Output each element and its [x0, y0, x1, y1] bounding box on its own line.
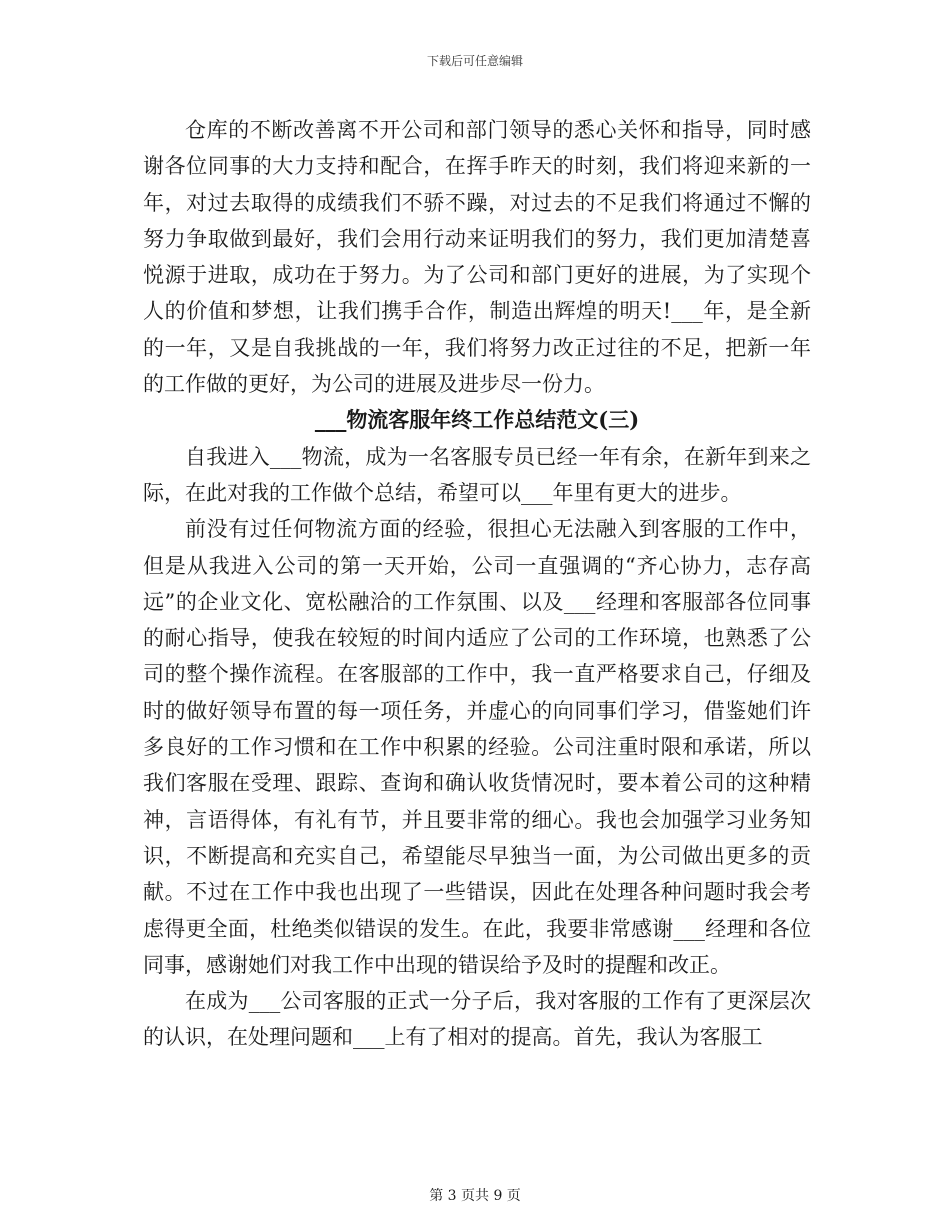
intro-paragraph: 仓库的不断改善离不开公司和部门领导的悉心关怀和指导，同时感谢各位同事的大力支持和配合，在挥手昨天的时刻，我们将迎来新的一年，对过去取得的成绩我们不骄不躁，对过去的不足我们将通过不懈的努力争取做到最好，我们会用行动来证明我们的努力，我们更加清楚喜悦源于进取，成功在于努力。为了公司和部门更好的进展，为了实现个人的价值和梦想，让我们携手合作，制造出辉煌的明天!___年，是全新的一年，又是自我挑战的一年，我们将努力改正过往的不足，把新一年的工作做的更好，为公司的进展及进步尽一份力。 — [143, 118, 811, 397]
page-header-note: 下载后可任意编辑 — [426, 54, 523, 68]
document-body — [143, 112, 811, 1056]
page-number: 第 3 页共 9 页 — [429, 1188, 521, 1204]
section-title: ___物流客服年终工作总结范文(三) — [314, 407, 640, 433]
paragraph-2: 前没有过任何物流方面的经验，很担心无法融入到客服的工作中，但是从我进入公司的第一天开始，公司一直强调的“齐心协力，志存高远”的企业文化、宽松融洽的工作氛围、以及___经理和客服部各位同事的耐心指导，使我在较短的时间内适应了公司的工作环境，也熟悉了公司的整个操作流程。在客服部的工作中，我一直严格要求自己，仔细及时的做好领导布置的每一项任务，并虚心的向同事们学习，借鉴她们许多良好的工作习惯和在工作中积累的经验。公司注重时限和承诺，所以我们客服在受理、跟踪、查询和确认收货情况时，要本着公司的这种精神，言语得体，有礼有节，并且要非常的细心。我也会加强学习业务知识，不断提高和充实自己，希望能尽早独当一面，为公司做出更多的贡献。不过在工作中我也出现了一些错误，因此在处理各种问题时我会考虑得更全面，杜绝类似错误的发生。在此，我要非常感谢___经理和各位同事，感谢她们对我工作中出现的错误给予及时的提醒和改正。 — [143, 517, 811, 977]
paragraph-1: 自我进入___物流，成为一名客服专员已经一年有余，在新年到来之际，在此对我的工作做个总结，希望可以___年里有更大的进步。 — [143, 444, 811, 505]
paragraph-3: 在成为___公司客服的正式一分子后，我对客服的工作有了更深层次的认识，在处理问题和___上有了相对的提高。首先，我认为客服工 — [143, 989, 811, 1050]
